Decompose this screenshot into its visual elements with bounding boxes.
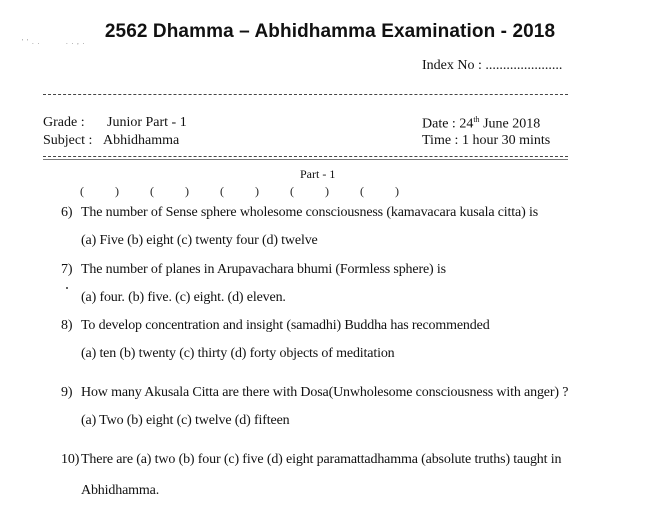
- date-rest: June 2018: [479, 116, 541, 132]
- subject-label: Subject :: [43, 133, 93, 148]
- index-number-field: Index No : ......................: [422, 58, 563, 73]
- header-divider: [43, 94, 568, 95]
- exam-date: [422, 115, 540, 133]
- grade-label: Grade :: [43, 115, 85, 130]
- stray-dot-mark: [66, 287, 68, 289]
- question-text: How many Akusala Citta are there with Dosa(Unwholesome consciousness with anger) ?: [81, 385, 569, 400]
- question-text: There are (a) two (b) four (c) five (d) eight paramattadhamma (absolute truths) taught in: [81, 452, 562, 467]
- date-suffix: th: [473, 115, 480, 124]
- exam-time: Time : 1 hour 30 mints: [422, 133, 551, 148]
- question-options: (a) four. (b) five. (c) eight. (d) eleven.: [81, 290, 286, 305]
- info-divider-solid: [43, 159, 568, 160]
- scan-noise-mark: ' ' . .: [22, 38, 41, 46]
- exam-title: 2562 Dhamma – Abhidhamma Examination - 2018: [104, 21, 556, 42]
- question-text: The number of planes in Arupavachara bhumi (Formless sphere) is: [81, 262, 446, 277]
- date-text: Date : 24: [422, 116, 474, 132]
- question-options: (a) Five (b) eight (c) twenty four (d) twelve: [81, 233, 318, 248]
- question-continuation: Abhidhamma.: [81, 483, 160, 498]
- question-number: 10): [61, 452, 80, 467]
- info-divider: [43, 156, 568, 157]
- question-number: 8): [61, 318, 73, 333]
- grade-value: Junior Part - 1: [107, 115, 187, 130]
- subject-value: Abhidhamma: [103, 133, 180, 148]
- question-text: To develop concentration and insight (samadhi) Buddha has recommended: [81, 318, 490, 333]
- question-number: 7): [61, 262, 73, 277]
- scan-noise-mark: . . , .: [66, 38, 86, 46]
- cut-off-text-row: ( ) ( ) ( ) ( ) ( ): [80, 184, 413, 198]
- question-number: 6): [61, 205, 73, 220]
- question-text: The number of Sense sphere wholesome consciousness (kamavacara kusala citta) is: [81, 205, 538, 220]
- question-options: (a) ten (b) twenty (c) thirty (d) forty objects of meditation: [81, 346, 395, 361]
- question-options: (a) Two (b) eight (c) twelve (d) fifteen: [81, 413, 290, 428]
- question-number: 9): [61, 385, 73, 400]
- part-heading: Part - 1: [300, 167, 336, 181]
